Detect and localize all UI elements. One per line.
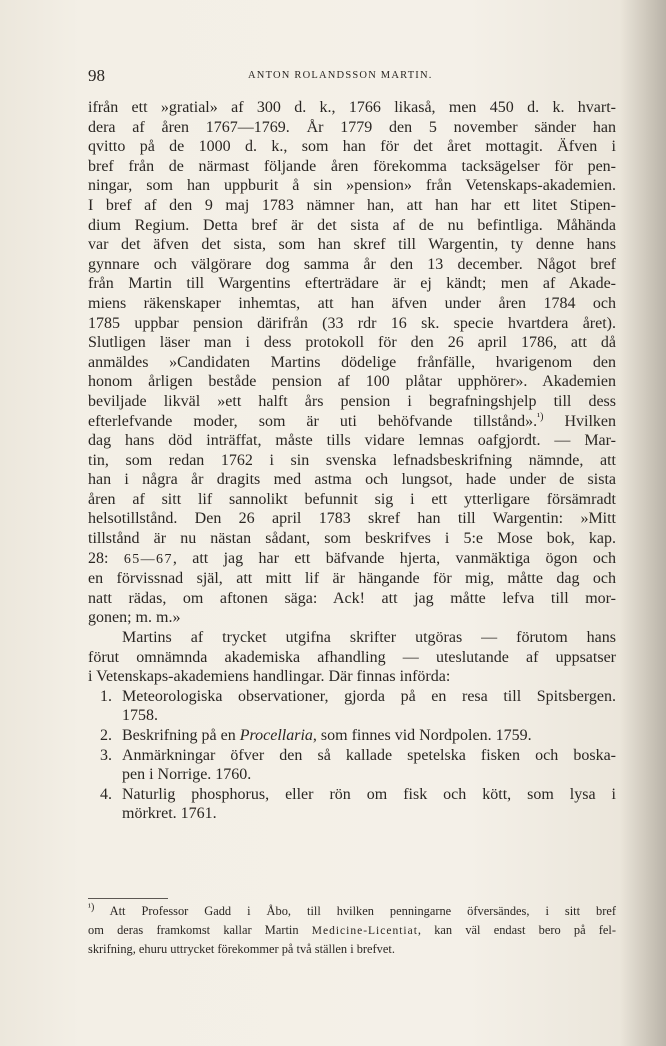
list-text: Beskrifning på en Procellaria, som finnes vid Nordpolen. 1759. [122,727,532,744]
text-line: förut omnämnda akademiska afhandling — uteslutande af uppsatser [88,648,616,666]
text-segment: 28: [88,549,109,567]
list-item [88,785,616,824]
footnote-line [88,921,616,941]
text-line: 1785 uppbar pension därifrån (33 rdr 16 sk. specie hvartdera året). [88,314,616,332]
footnote-mark: ¹) [88,901,95,913]
text-segment: , att jag har ett bäfvande hjerta, vanmäktiga ögon och [172,549,617,567]
list-text: Anmärkningar öfver den så kallade spetelska fisken och boska- [122,746,616,764]
text-line-verse-ref [88,549,616,570]
list-text: Meteorologiska observationer, gjorda på en resa till Spitsbergen. [122,687,616,705]
list-text: pen i Norrige. 1760. [122,766,252,784]
text-line: beviljade likväl »ett halft års pension i begrafningshjelp till dess [88,392,616,410]
page-header [88,66,608,90]
text-line: tin, som redan 1762 i sin svenska lefnadsbeskrifning nämnde, att [88,451,616,469]
text-line: qvitto på de 1000 d. k., som han för det året mottagit. Äfven i [88,138,616,156]
text-segment: Hvilken [543,412,616,430]
text-line: bref från de närmast följande åren förekomma tacksägelser för pen- [88,157,616,175]
text-line: en förvissnad själ, att mitt lif är hängande för mig, måtte dag och [88,570,616,588]
list-item [88,746,616,785]
list-text: Naturlig phosphorus, eller rön om fisk och kött, som lysa i [122,785,616,803]
text-line: i Vetenskaps-akademiens handlingar. Där finnas införda: [88,668,451,686]
list-text: 1758. [122,707,158,725]
footnote-text: om deras framkomst kallar Martin [88,922,312,937]
text-line: ningar, som han uppburit å sin »pension» från Vetenskaps-akademien. [88,177,616,195]
text-line: I bref af den 9 maj 1783 nämner han, att han har ett litet Stipen- [88,196,616,214]
text-line-with-footnote [88,412,616,432]
running-head: ANTON ROLANDSSON MARTIN. [248,70,433,81]
footnote-line: skrifning, ehuru uttrycket förekommer på två ställen i brefvet. [88,942,395,956]
page-number: 98 [88,66,105,85]
footnote-rule [88,898,616,899]
text-line: natt rädas, om aftonen säga: Ack! att jag måtte lefva till mor- [88,589,616,607]
text-line: dera af åren 1767—1769. År 1779 den 5 november sänder han [88,118,616,136]
text-line: var det äfven det sista, som han skref till Wargentin, ty denne hans [88,236,616,254]
text-line: gonen; m. m.» [88,609,181,627]
main-text [88,98,616,824]
text-segment: efterlefvande moder, som är uti behöfvande tillstånd». [88,412,538,430]
list-text: mörkret. 1761. [122,805,217,823]
text-line: dium Regium. Detta bref är det sista af de nu befintliga. Måhända [88,216,616,234]
text-line: dag hans död inträffat, måste tills vidare lemnas oafgjordt. — Mar- [88,432,616,450]
list-number: 1. [100,687,112,705]
text-line: Martins af trycket utgifna skrifter utgöras — förutom hans [122,629,616,647]
list-number: 4. [100,785,112,803]
verse-reference: 65—67 [123,551,173,567]
text-line: han i några år dragits med astma och lungsot, hade under de sista [88,471,616,489]
text-line: ifrån ett »gratial» af 300 d. k., 1766 likaså, men 450 d. k. hvart- [88,99,616,116]
footnote [88,902,616,959]
list-number: 3. [100,746,112,764]
list-number: 2. [100,727,112,744]
footnote-reference: ¹) [537,411,544,423]
text-line: helsotillstånd. Den 26 april 1783 skref han till Wargentin: »Mitt [88,510,616,528]
footnote-line [88,902,616,921]
footnote-text: , kan väl endast bero på fel- [417,922,616,937]
text-line: honom årligen beståde pension af 100 plåtar upphörer». Akademien [88,373,616,391]
list-item [88,726,616,746]
text-line: anmäldes »Candidaten Martins dödelige frånfälle, hvarigenom den [88,353,616,371]
text-line: Slutligen läser man i dess protokoll för den 26 april 1786, att då [88,334,616,352]
text-line: åren af sitt lif sannolikt befunnit sig i ett ytterligare försämradt [88,490,616,508]
footnote-emphasis: Medicine-Licentiat [311,924,418,937]
text-line: miens räkenskaper inhemtas, att han äfven under åren 1784 och [88,294,616,312]
species-name: Procellaria [239,727,313,744]
list-item [88,687,616,726]
text-line: tillstånd är nu nästan sådant, som beskrifves i 5:e Mose bok, kap. [88,530,616,548]
text-line: från Martin till Wargentins efterträdare är ej kändt; men af Akade- [88,275,616,293]
text-line: gynnare och välgörare dog samma år den 13 december. Något bref [88,255,616,273]
footnote-text: Att Professor Gadd i Åbo, till hvilken penningarne öfversändes, i sitt bref [94,904,616,918]
